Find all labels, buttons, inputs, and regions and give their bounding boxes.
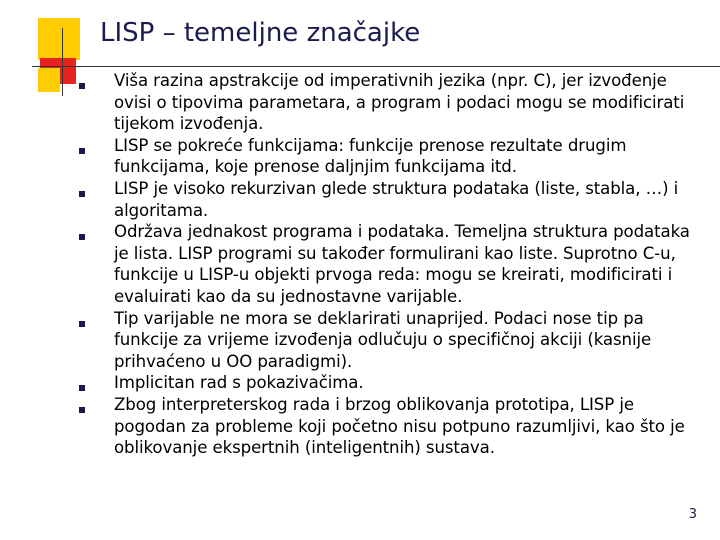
square-bullet-icon bbox=[79, 234, 85, 240]
square-bullet-icon bbox=[79, 148, 85, 154]
square-bullet-icon bbox=[79, 407, 85, 413]
bullet-item bbox=[76, 135, 706, 178]
decorative-yellow-square bbox=[38, 18, 80, 60]
bullet-text: LISP se pokreće funkcijama: funkcije prenose rezultate drugim funkcijama, koje prenose daljnjim funkcijama itd. bbox=[114, 135, 627, 177]
bullet-text: Održava jednakost programa i podataka. Temeljna struktura podataka je lista. LISP programi su također formulirani kao liste. Suprotno C-u, funkcije u LISP-u objekti prvoga reda: mogu se kreirati, modificirati i evaluirati kao da su jednostavne varijable. bbox=[114, 222, 690, 306]
decorative-vertical-line bbox=[62, 28, 63, 96]
page-number: 3 bbox=[688, 507, 697, 522]
bullet-item bbox=[76, 308, 706, 373]
bullet-item bbox=[76, 178, 706, 221]
decorative-horizontal-line bbox=[32, 66, 720, 67]
bullet-text: Zbog interpreterskog rada i brzog oblikovanja prototipa, LISP je pogodan za probleme koji početno nisu potpuno razumljivi, kao što je oblikovanje ekspertnih (inteligentnih) sustava. bbox=[114, 394, 685, 458]
bullet-item bbox=[76, 372, 706, 394]
square-bullet-icon bbox=[79, 83, 85, 89]
bullet-list bbox=[76, 70, 706, 459]
slide-title: LISP – temeljne značajke bbox=[100, 18, 421, 48]
square-bullet-icon bbox=[79, 321, 85, 327]
bullet-text: LISP je visoko rekurzivan glede struktura podataka (liste, stabla, …) i algoritama. bbox=[114, 178, 679, 220]
bullet-text: Viša razina apstrakcije od imperativnih jezika (npr. C), jer izvođenje ovisi o tipovima parametara, a program i podaci mogu se modificirati tijekom izvođenja. bbox=[114, 71, 685, 134]
square-bullet-icon bbox=[79, 385, 85, 391]
bullet-text: Implicitan rad s pokazivačima. bbox=[114, 373, 364, 393]
bullet-item bbox=[76, 70, 706, 135]
square-bullet-icon bbox=[79, 191, 85, 197]
bullet-item bbox=[76, 221, 706, 307]
bullet-item bbox=[76, 394, 706, 459]
decorative-yellow-bar bbox=[38, 68, 60, 92]
bullet-text: Tip varijable ne mora se deklarirati unaprijed. Podaci nose tip pa funkcije za vrijeme izvođenja odlučuju o specifičnoj akciji (kasnije prihvaćeno u OO paradigmi). bbox=[114, 308, 652, 371]
